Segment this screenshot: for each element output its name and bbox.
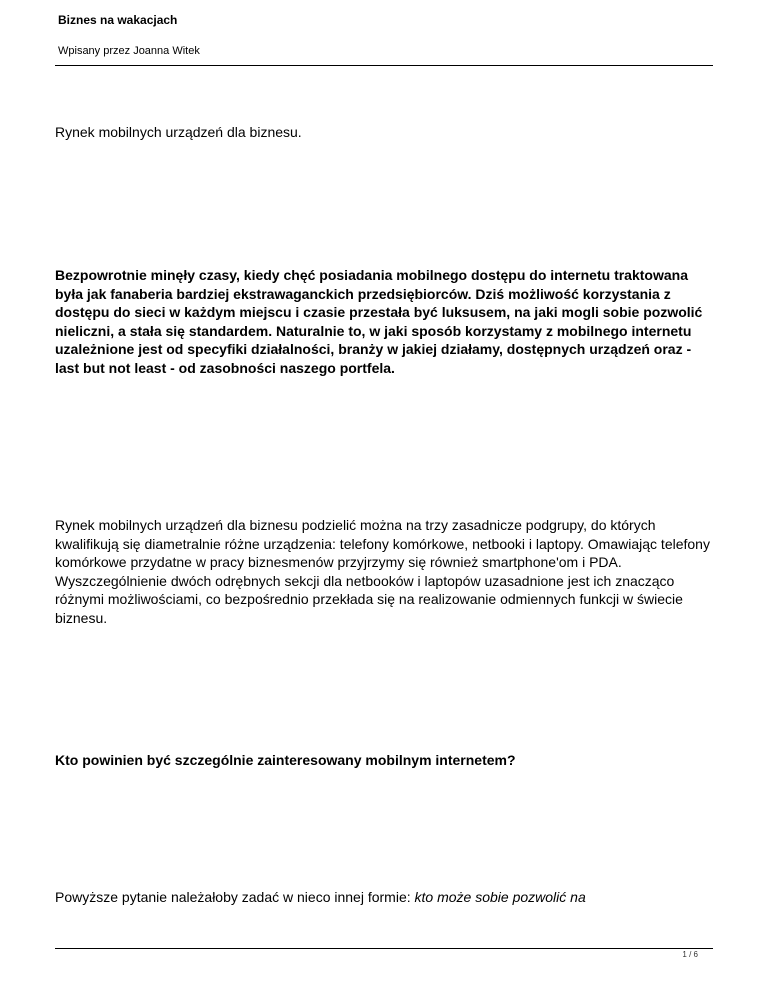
page-header-title: Biznes na wakacjach	[58, 13, 178, 27]
paragraph-intro: Rynek mobilnych urządzeń dla biznesu.	[55, 124, 302, 140]
paragraph-question-italic: kto może sobie pozwolić na	[414, 889, 586, 905]
footer-divider	[55, 948, 713, 949]
paragraph-question	[55, 888, 715, 907]
header-divider	[55, 65, 713, 66]
section-heading: Kto powinien być szczególnie zainteresowany mobilnym internetem?	[55, 752, 516, 768]
page-number: 1 / 6	[682, 950, 698, 959]
page-header-author: Wpisany przez Joanna Witek	[58, 45, 200, 57]
paragraph-market: Rynek mobilnych urządzeń dla biznesu podzielić można na trzy zasadnicze podgrupy, do których kwalifikują się diametralnie różne urządzenia: telefony komórkowe, netbooki i laptopy. Omawiając telefony komórkowe przydatne w pracy biznesmenów przyjrzymy się również smartphone'om i PDA. Wyszczególnienie dwóch odrębnych sekcji dla netbooków i laptopów uzasadnione jest ich znacząco różnymi możliwościami, co bezpośrednio przekłada się na realizowanie odmiennych funkcji w świecie biznesu.	[55, 517, 710, 626]
paragraph-lead: Bezpowrotnie minęły czasy, kiedy chęć posiadania mobilnego dostępu do internetu traktowana była jak fanaberia bardziej ekstrawaganckich przedsiębiorców. Dziś możliwość korzystania z dostępu do sieci w każdym miejscu i czasie przestała być luksusem, na jaki mogli sobie pozwolić nieliczni, a stała się standardem. Naturalnie to, w jaki sposób korzystamy z mobilnego internetu uzależnione jest od specyfiki działalności, branży w jakiej działamy, dostępnych urządzeń oraz - last but not least - od zasobności naszego portfela.	[55, 267, 703, 376]
paragraph-question-text: Powyższe pytanie należałoby zadać w nieco innej formie:	[55, 889, 415, 905]
